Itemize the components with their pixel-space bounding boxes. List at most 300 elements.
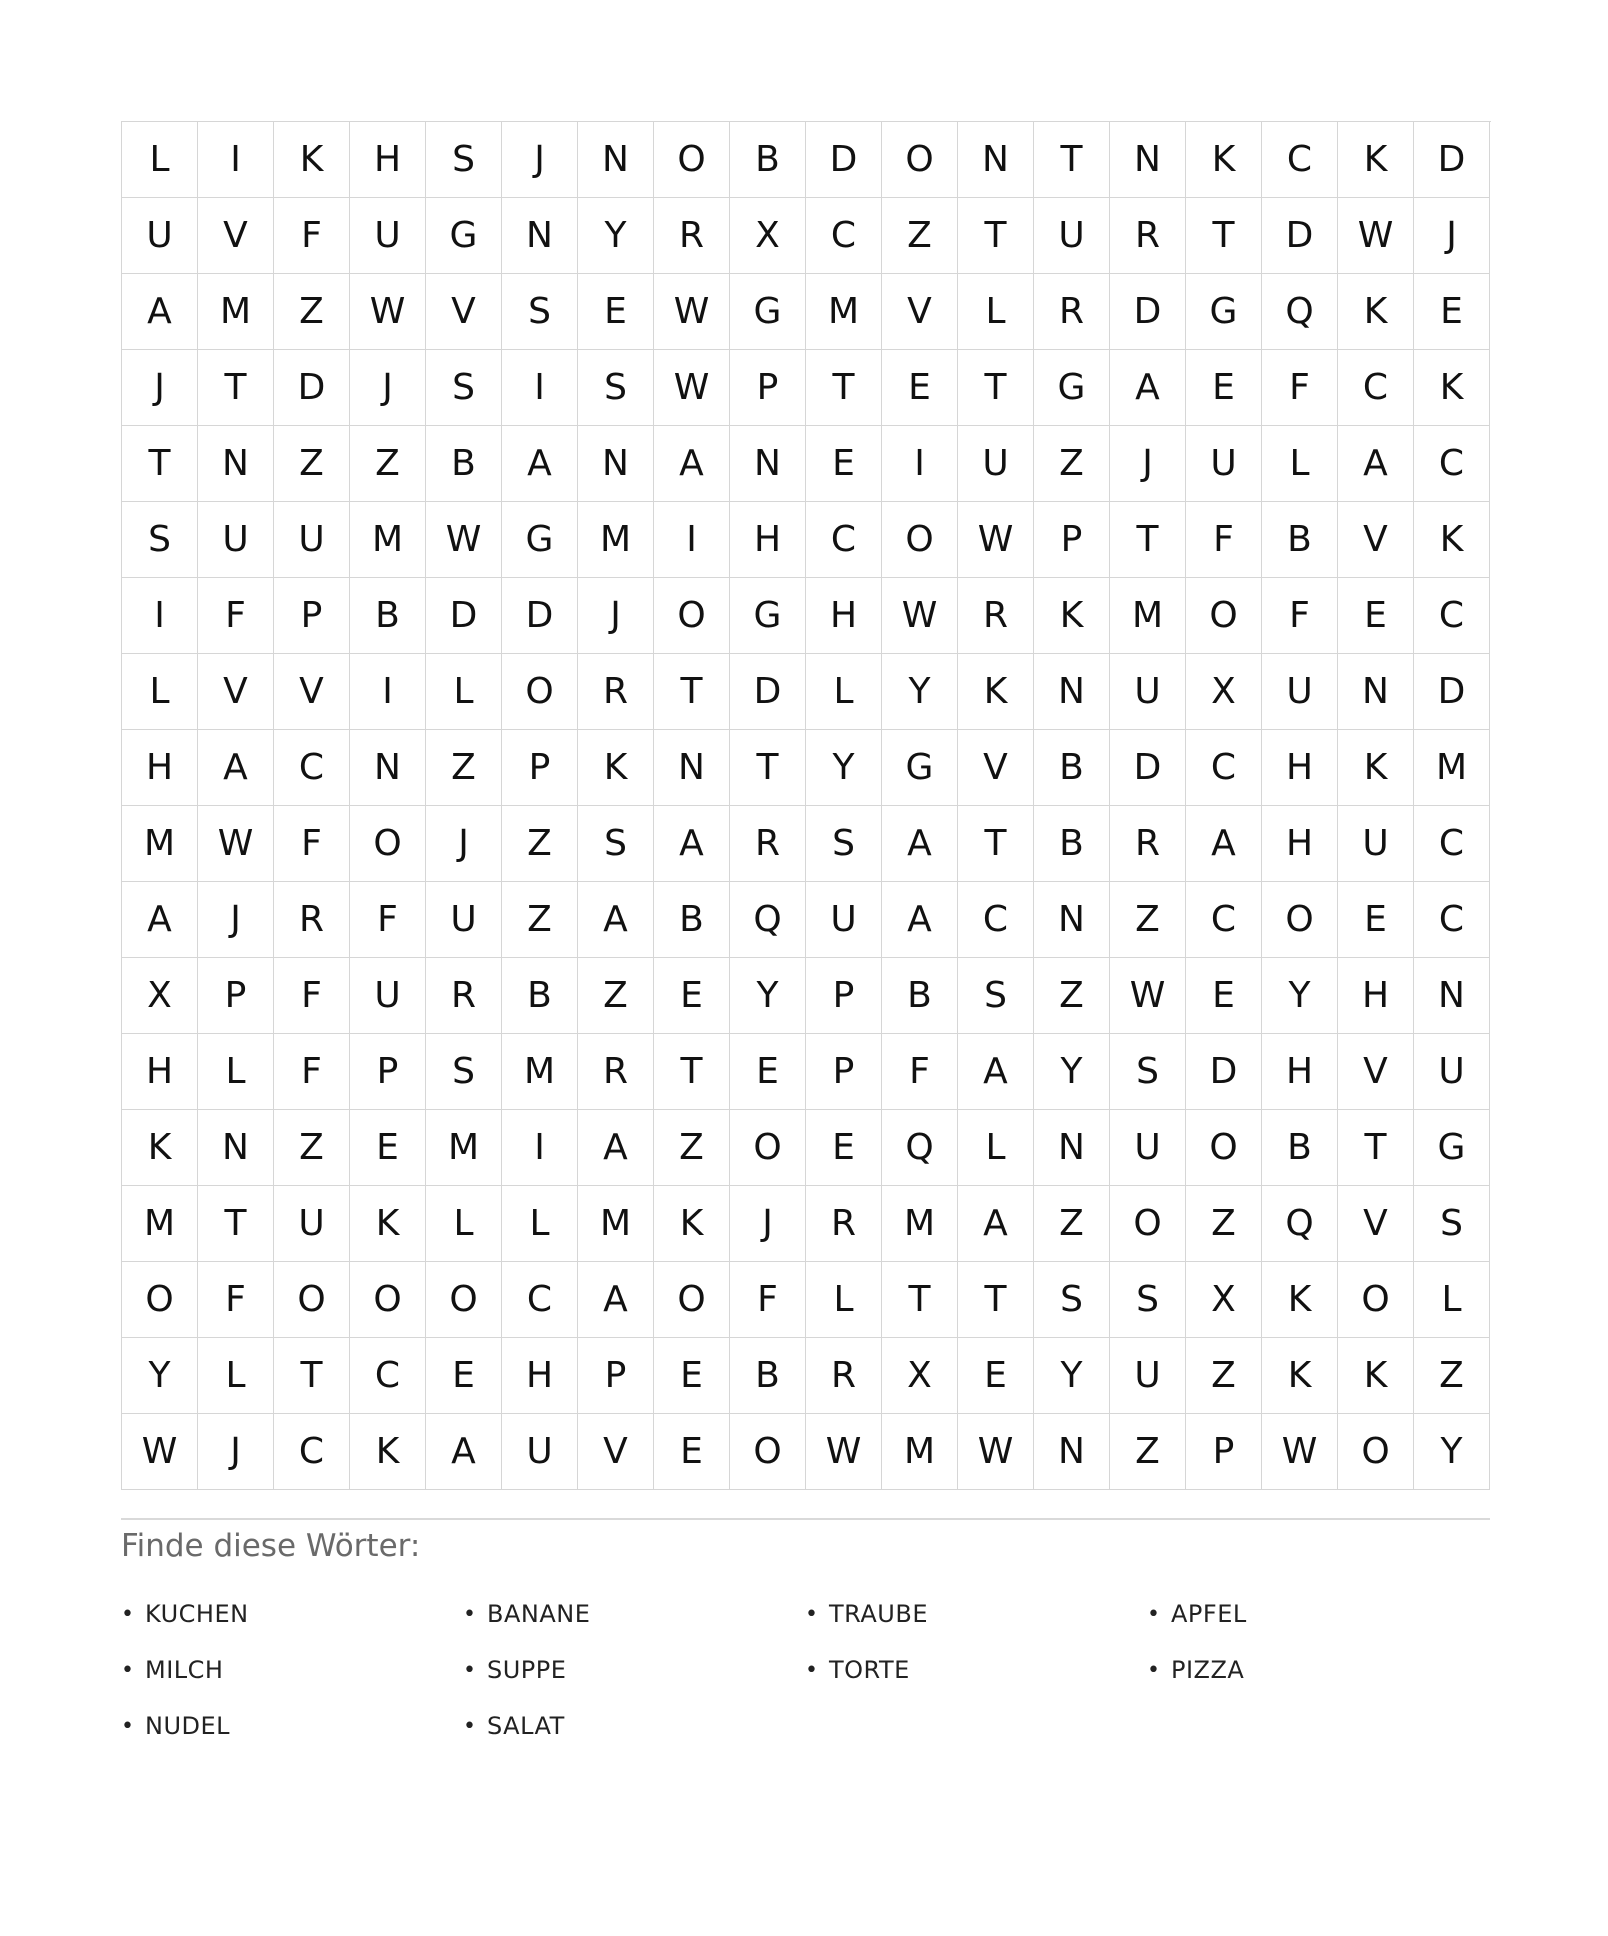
grid-cell[interactable]: L (122, 122, 198, 198)
grid-cell[interactable]: P (502, 730, 578, 806)
grid-cell[interactable]: T (958, 350, 1034, 426)
grid-cell[interactable]: Y (882, 654, 958, 730)
grid-cell[interactable]: D (1414, 122, 1490, 198)
grid-cell[interactable]: T (654, 1034, 730, 1110)
grid-cell[interactable]: W (654, 350, 730, 426)
grid-cell[interactable]: F (198, 1262, 274, 1338)
grid-cell[interactable]: O (1262, 882, 1338, 958)
grid-cell[interactable]: T (882, 1262, 958, 1338)
grid-cell[interactable]: K (1338, 1338, 1414, 1414)
grid-cell[interactable]: W (958, 502, 1034, 578)
grid-cell[interactable]: O (882, 122, 958, 198)
grid-cell[interactable]: B (1262, 502, 1338, 578)
grid-cell[interactable]: P (806, 1034, 882, 1110)
grid-cell[interactable]: Z (1186, 1186, 1262, 1262)
grid-cell[interactable]: C (274, 1414, 350, 1490)
grid-cell[interactable]: N (1034, 882, 1110, 958)
grid-cell[interactable]: R (1034, 274, 1110, 350)
grid-cell[interactable]: D (806, 122, 882, 198)
grid-cell[interactable]: Z (882, 198, 958, 274)
grid-cell[interactable]: C (958, 882, 1034, 958)
grid-cell[interactable]: R (730, 806, 806, 882)
grid-cell[interactable]: C (806, 198, 882, 274)
grid-cell[interactable]: D (1186, 1034, 1262, 1110)
grid-cell[interactable]: Z (578, 958, 654, 1034)
grid-cell[interactable]: E (1338, 882, 1414, 958)
grid-cell[interactable]: U (1338, 806, 1414, 882)
grid-cell[interactable]: N (1338, 654, 1414, 730)
grid-cell[interactable]: O (350, 1262, 426, 1338)
grid-cell[interactable]: I (654, 502, 730, 578)
grid-cell[interactable]: W (882, 578, 958, 654)
grid-cell[interactable]: E (350, 1110, 426, 1186)
grid-cell[interactable]: X (882, 1338, 958, 1414)
grid-cell[interactable]: O (426, 1262, 502, 1338)
grid-cell[interactable]: W (426, 502, 502, 578)
grid-cell[interactable]: K (274, 122, 350, 198)
grid-cell[interactable]: K (122, 1110, 198, 1186)
grid-cell[interactable]: W (958, 1414, 1034, 1490)
grid-cell[interactable]: M (122, 806, 198, 882)
grid-cell[interactable]: A (654, 426, 730, 502)
grid-cell[interactable]: K (1262, 1338, 1338, 1414)
grid-cell[interactable]: H (502, 1338, 578, 1414)
grid-cell[interactable]: R (578, 1034, 654, 1110)
grid-cell[interactable]: U (1110, 1338, 1186, 1414)
grid-cell[interactable]: S (426, 1034, 502, 1110)
grid-cell[interactable]: V (198, 654, 274, 730)
grid-cell[interactable]: D (426, 578, 502, 654)
grid-cell[interactable]: T (806, 350, 882, 426)
grid-cell[interactable]: O (730, 1414, 806, 1490)
grid-cell[interactable]: Q (1262, 1186, 1338, 1262)
grid-cell[interactable]: V (1338, 1186, 1414, 1262)
grid-cell[interactable]: Z (1110, 1414, 1186, 1490)
grid-cell[interactable]: M (882, 1186, 958, 1262)
grid-cell[interactable]: Z (274, 1110, 350, 1186)
grid-cell[interactable]: O (654, 1262, 730, 1338)
grid-cell[interactable]: E (578, 274, 654, 350)
grid-cell[interactable]: S (806, 806, 882, 882)
grid-cell[interactable]: S (578, 350, 654, 426)
grid-cell[interactable]: M (198, 274, 274, 350)
grid-cell[interactable]: J (730, 1186, 806, 1262)
grid-cell[interactable]: Y (122, 1338, 198, 1414)
grid-cell[interactable]: C (1414, 578, 1490, 654)
grid-cell[interactable]: L (958, 1110, 1034, 1186)
grid-cell[interactable]: R (274, 882, 350, 958)
grid-cell[interactable]: N (198, 426, 274, 502)
grid-cell[interactable]: G (882, 730, 958, 806)
grid-cell[interactable]: M (350, 502, 426, 578)
grid-cell[interactable]: E (730, 1034, 806, 1110)
grid-cell[interactable]: K (1414, 502, 1490, 578)
grid-cell[interactable]: Z (1034, 1186, 1110, 1262)
grid-cell[interactable]: U (274, 502, 350, 578)
grid-cell[interactable]: U (1034, 198, 1110, 274)
grid-cell[interactable]: Y (1414, 1414, 1490, 1490)
grid-cell[interactable]: E (882, 350, 958, 426)
grid-cell[interactable]: R (578, 654, 654, 730)
grid-cell[interactable]: X (730, 198, 806, 274)
grid-cell[interactable]: F (1186, 502, 1262, 578)
grid-cell[interactable]: E (1338, 578, 1414, 654)
grid-cell[interactable]: P (730, 350, 806, 426)
grid-cell[interactable]: A (578, 882, 654, 958)
grid-cell[interactable]: O (1338, 1414, 1414, 1490)
grid-cell[interactable]: P (350, 1034, 426, 1110)
grid-cell[interactable]: E (958, 1338, 1034, 1414)
grid-cell[interactable]: R (958, 578, 1034, 654)
grid-cell[interactable]: U (274, 1186, 350, 1262)
grid-cell[interactable]: L (122, 654, 198, 730)
grid-cell[interactable]: H (350, 122, 426, 198)
grid-cell[interactable]: V (1338, 1034, 1414, 1110)
grid-cell[interactable]: C (1414, 806, 1490, 882)
grid-cell[interactable]: Z (1034, 958, 1110, 1034)
grid-cell[interactable]: F (350, 882, 426, 958)
grid-cell[interactable]: F (1262, 350, 1338, 426)
grid-cell[interactable]: U (1110, 654, 1186, 730)
grid-cell[interactable]: R (806, 1186, 882, 1262)
grid-cell[interactable]: W (806, 1414, 882, 1490)
grid-cell[interactable]: U (1110, 1110, 1186, 1186)
grid-cell[interactable]: T (1338, 1110, 1414, 1186)
grid-cell[interactable]: V (426, 274, 502, 350)
grid-cell[interactable]: F (274, 806, 350, 882)
grid-cell[interactable]: K (1338, 730, 1414, 806)
grid-cell[interactable]: T (198, 1186, 274, 1262)
grid-cell[interactable]: H (122, 1034, 198, 1110)
grid-cell[interactable]: T (274, 1338, 350, 1414)
grid-cell[interactable]: M (806, 274, 882, 350)
grid-cell[interactable]: E (654, 958, 730, 1034)
grid-cell[interactable]: C (502, 1262, 578, 1338)
grid-cell[interactable]: O (882, 502, 958, 578)
grid-cell[interactable]: O (654, 122, 730, 198)
grid-cell[interactable]: J (1110, 426, 1186, 502)
grid-cell[interactable]: M (578, 502, 654, 578)
grid-cell[interactable]: N (502, 198, 578, 274)
grid-cell[interactable]: O (122, 1262, 198, 1338)
grid-cell[interactable]: Z (426, 730, 502, 806)
grid-cell[interactable]: O (274, 1262, 350, 1338)
grid-cell[interactable]: E (1186, 350, 1262, 426)
grid-cell[interactable]: I (350, 654, 426, 730)
grid-cell[interactable]: P (1186, 1414, 1262, 1490)
grid-cell[interactable]: T (198, 350, 274, 426)
grid-cell[interactable]: N (1034, 654, 1110, 730)
grid-cell[interactable]: W (122, 1414, 198, 1490)
grid-cell[interactable]: Y (1034, 1034, 1110, 1110)
grid-cell[interactable]: N (578, 122, 654, 198)
grid-cell[interactable]: T (122, 426, 198, 502)
grid-cell[interactable]: Z (654, 1110, 730, 1186)
grid-cell[interactable]: H (122, 730, 198, 806)
grid-cell[interactable]: B (654, 882, 730, 958)
grid-cell[interactable]: N (198, 1110, 274, 1186)
grid-cell[interactable]: C (1414, 426, 1490, 502)
grid-cell[interactable]: A (1110, 350, 1186, 426)
grid-cell[interactable]: D (1262, 198, 1338, 274)
grid-cell[interactable]: B (426, 426, 502, 502)
grid-cell[interactable]: Z (1034, 426, 1110, 502)
grid-cell[interactable]: E (806, 1110, 882, 1186)
grid-cell[interactable]: P (806, 958, 882, 1034)
grid-cell[interactable]: U (958, 426, 1034, 502)
grid-cell[interactable]: N (350, 730, 426, 806)
grid-cell[interactable]: D (274, 350, 350, 426)
grid-cell[interactable]: F (274, 958, 350, 1034)
grid-cell[interactable]: S (1110, 1262, 1186, 1338)
grid-cell[interactable]: Y (578, 198, 654, 274)
grid-cell[interactable]: V (1338, 502, 1414, 578)
grid-cell[interactable]: G (502, 502, 578, 578)
grid-cell[interactable]: C (1262, 122, 1338, 198)
grid-cell[interactable]: T (1034, 122, 1110, 198)
grid-cell[interactable]: J (426, 806, 502, 882)
grid-cell[interactable]: I (198, 122, 274, 198)
grid-cell[interactable]: K (1262, 1262, 1338, 1338)
grid-cell[interactable]: U (1262, 654, 1338, 730)
grid-cell[interactable]: I (502, 350, 578, 426)
grid-cell[interactable]: H (1338, 958, 1414, 1034)
grid-cell[interactable]: B (502, 958, 578, 1034)
grid-cell[interactable]: C (1338, 350, 1414, 426)
grid-cell[interactable]: J (122, 350, 198, 426)
grid-cell[interactable]: O (1110, 1186, 1186, 1262)
grid-cell[interactable]: Y (730, 958, 806, 1034)
grid-cell[interactable]: V (198, 198, 274, 274)
grid-cell[interactable]: O (1338, 1262, 1414, 1338)
grid-cell[interactable]: U (1186, 426, 1262, 502)
grid-cell[interactable]: W (350, 274, 426, 350)
grid-cell[interactable]: A (122, 882, 198, 958)
grid-cell[interactable]: A (502, 426, 578, 502)
grid-cell[interactable]: J (198, 1414, 274, 1490)
grid-cell[interactable]: B (350, 578, 426, 654)
grid-cell[interactable]: B (1034, 730, 1110, 806)
grid-cell[interactable]: D (1414, 654, 1490, 730)
grid-cell[interactable]: K (1338, 274, 1414, 350)
grid-cell[interactable]: U (350, 198, 426, 274)
grid-cell[interactable]: S (958, 958, 1034, 1034)
grid-cell[interactable]: A (958, 1186, 1034, 1262)
grid-cell[interactable]: B (730, 122, 806, 198)
grid-cell[interactable]: A (958, 1034, 1034, 1110)
grid-cell[interactable]: G (730, 274, 806, 350)
grid-cell[interactable]: N (578, 426, 654, 502)
grid-cell[interactable]: E (654, 1414, 730, 1490)
grid-cell[interactable]: Z (350, 426, 426, 502)
grid-cell[interactable]: S (1414, 1186, 1490, 1262)
grid-cell[interactable]: L (806, 1262, 882, 1338)
grid-cell[interactable]: N (1034, 1110, 1110, 1186)
grid-cell[interactable]: O (1186, 1110, 1262, 1186)
grid-cell[interactable]: W (198, 806, 274, 882)
grid-cell[interactable]: O (502, 654, 578, 730)
grid-cell[interactable]: Z (274, 274, 350, 350)
grid-cell[interactable]: F (882, 1034, 958, 1110)
grid-cell[interactable]: Y (1034, 1338, 1110, 1414)
grid-cell[interactable]: W (1338, 198, 1414, 274)
grid-cell[interactable]: J (502, 122, 578, 198)
grid-cell[interactable]: L (1414, 1262, 1490, 1338)
grid-cell[interactable]: L (198, 1338, 274, 1414)
grid-cell[interactable]: T (730, 730, 806, 806)
grid-cell[interactable]: J (578, 578, 654, 654)
grid-cell[interactable]: S (502, 274, 578, 350)
grid-cell[interactable]: G (730, 578, 806, 654)
grid-cell[interactable]: A (426, 1414, 502, 1490)
grid-cell[interactable]: L (426, 1186, 502, 1262)
grid-cell[interactable]: R (1110, 806, 1186, 882)
grid-cell[interactable]: Z (1414, 1338, 1490, 1414)
grid-cell[interactable]: H (730, 502, 806, 578)
grid-cell[interactable]: C (1186, 730, 1262, 806)
grid-cell[interactable]: P (1034, 502, 1110, 578)
grid-cell[interactable]: S (122, 502, 198, 578)
grid-cell[interactable]: K (654, 1186, 730, 1262)
grid-cell[interactable]: P (578, 1338, 654, 1414)
grid-cell[interactable]: U (350, 958, 426, 1034)
grid-cell[interactable]: N (1034, 1414, 1110, 1490)
grid-cell[interactable]: U (122, 198, 198, 274)
grid-cell[interactable]: T (958, 806, 1034, 882)
grid-cell[interactable]: K (350, 1414, 426, 1490)
grid-cell[interactable]: I (122, 578, 198, 654)
grid-cell[interactable]: V (274, 654, 350, 730)
grid-cell[interactable]: Q (1262, 274, 1338, 350)
grid-cell[interactable]: E (654, 1338, 730, 1414)
grid-cell[interactable]: A (1186, 806, 1262, 882)
grid-cell[interactable]: U (426, 882, 502, 958)
grid-cell[interactable]: J (1414, 198, 1490, 274)
grid-cell[interactable]: M (1414, 730, 1490, 806)
grid-cell[interactable]: C (806, 502, 882, 578)
grid-cell[interactable]: I (882, 426, 958, 502)
grid-cell[interactable]: W (1110, 958, 1186, 1034)
grid-cell[interactable]: D (1110, 274, 1186, 350)
grid-cell[interactable]: P (198, 958, 274, 1034)
grid-cell[interactable]: F (274, 198, 350, 274)
grid-cell[interactable]: V (882, 274, 958, 350)
grid-cell[interactable]: X (1186, 1262, 1262, 1338)
grid-cell[interactable]: A (122, 274, 198, 350)
grid-cell[interactable]: N (1414, 958, 1490, 1034)
grid-cell[interactable]: G (1414, 1110, 1490, 1186)
grid-cell[interactable]: O (654, 578, 730, 654)
grid-cell[interactable]: P (274, 578, 350, 654)
grid-cell[interactable]: B (1262, 1110, 1338, 1186)
grid-cell[interactable]: S (426, 350, 502, 426)
grid-cell[interactable]: K (578, 730, 654, 806)
grid-cell[interactable]: H (806, 578, 882, 654)
grid-cell[interactable]: C (1186, 882, 1262, 958)
grid-cell[interactable]: T (654, 654, 730, 730)
grid-cell[interactable]: L (502, 1186, 578, 1262)
grid-cell[interactable]: S (1034, 1262, 1110, 1338)
grid-cell[interactable]: B (882, 958, 958, 1034)
grid-cell[interactable]: L (806, 654, 882, 730)
grid-cell[interactable]: T (1186, 198, 1262, 274)
grid-cell[interactable]: J (350, 350, 426, 426)
grid-cell[interactable]: R (806, 1338, 882, 1414)
grid-cell[interactable]: A (882, 806, 958, 882)
grid-cell[interactable]: N (654, 730, 730, 806)
grid-cell[interactable]: S (1110, 1034, 1186, 1110)
grid-cell[interactable]: A (882, 882, 958, 958)
grid-cell[interactable]: Q (730, 882, 806, 958)
grid-cell[interactable]: L (1262, 426, 1338, 502)
grid-cell[interactable]: N (958, 122, 1034, 198)
grid-cell[interactable]: M (882, 1414, 958, 1490)
grid-cell[interactable]: H (1262, 1034, 1338, 1110)
grid-cell[interactable]: R (654, 198, 730, 274)
grid-cell[interactable]: D (1110, 730, 1186, 806)
grid-cell[interactable]: S (578, 806, 654, 882)
grid-cell[interactable]: Y (1262, 958, 1338, 1034)
grid-cell[interactable]: N (730, 426, 806, 502)
grid-cell[interactable]: B (1034, 806, 1110, 882)
grid-cell[interactable]: O (1186, 578, 1262, 654)
grid-cell[interactable]: W (1262, 1414, 1338, 1490)
grid-cell[interactable]: A (1338, 426, 1414, 502)
grid-cell[interactable]: U (502, 1414, 578, 1490)
grid-cell[interactable]: V (958, 730, 1034, 806)
grid-cell[interactable]: T (958, 1262, 1034, 1338)
grid-cell[interactable]: N (1110, 122, 1186, 198)
grid-cell[interactable]: Z (1110, 882, 1186, 958)
grid-cell[interactable]: U (806, 882, 882, 958)
grid-cell[interactable]: R (426, 958, 502, 1034)
grid-cell[interactable]: L (426, 654, 502, 730)
grid-cell[interactable]: K (958, 654, 1034, 730)
grid-cell[interactable]: B (730, 1338, 806, 1414)
grid-cell[interactable]: H (1262, 730, 1338, 806)
grid-cell[interactable]: A (578, 1262, 654, 1338)
grid-cell[interactable]: K (1034, 578, 1110, 654)
grid-cell[interactable]: E (1414, 274, 1490, 350)
grid-cell[interactable]: G (1034, 350, 1110, 426)
grid-cell[interactable]: A (654, 806, 730, 882)
grid-cell[interactable]: E (426, 1338, 502, 1414)
grid-cell[interactable]: M (122, 1186, 198, 1262)
grid-cell[interactable]: U (198, 502, 274, 578)
grid-cell[interactable]: Q (882, 1110, 958, 1186)
grid-cell[interactable]: K (1338, 122, 1414, 198)
grid-cell[interactable]: V (578, 1414, 654, 1490)
grid-cell[interactable]: U (1414, 1034, 1490, 1110)
grid-cell[interactable]: F (1262, 578, 1338, 654)
grid-cell[interactable]: C (350, 1338, 426, 1414)
grid-cell[interactable]: J (198, 882, 274, 958)
grid-cell[interactable]: D (502, 578, 578, 654)
grid-cell[interactable]: G (1186, 274, 1262, 350)
grid-cell[interactable]: F (274, 1034, 350, 1110)
grid-cell[interactable]: E (1186, 958, 1262, 1034)
grid-cell[interactable]: Z (502, 806, 578, 882)
grid-cell[interactable]: I (502, 1110, 578, 1186)
grid-cell[interactable]: T (1110, 502, 1186, 578)
grid-cell[interactable]: M (1110, 578, 1186, 654)
grid-cell[interactable]: O (730, 1110, 806, 1186)
grid-cell[interactable]: C (1414, 882, 1490, 958)
grid-cell[interactable]: O (350, 806, 426, 882)
grid-cell[interactable]: X (122, 958, 198, 1034)
grid-cell[interactable]: K (350, 1186, 426, 1262)
grid-cell[interactable]: E (806, 426, 882, 502)
